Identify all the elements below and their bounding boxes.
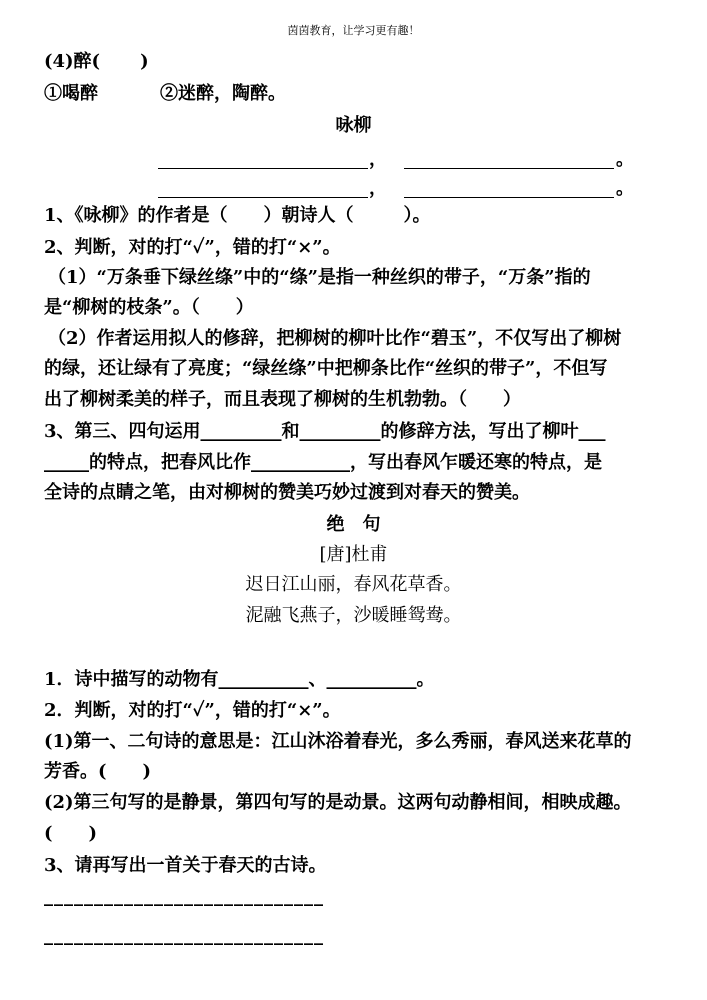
poem1-question-2-1b: 是“柳树的枝条”。（ ） — [44, 297, 254, 318]
comma: ， — [369, 178, 387, 199]
poem1-question-3a: 3、第三、四句运用_________和_________的修辞方法，写出了柳叶___ — [44, 421, 606, 442]
period: 。 — [616, 149, 634, 170]
poem2-question-2-1b: 芳香。( ) — [44, 761, 152, 782]
poem2-question-2-1a: (1)第一、二句诗的意思是：江山沐浴着春光，多么秀丽，春风送来花草的 — [44, 731, 632, 752]
option-2: ②迷醉，陶醉。 — [160, 83, 286, 104]
poem2-question-2: 2．判断，对的打“✓”，错的打“×”。 — [44, 700, 341, 721]
blank-line — [158, 168, 368, 169]
question-4-close: ) — [140, 51, 149, 72]
period: 。 — [616, 178, 634, 199]
blank-line — [158, 197, 368, 198]
poem1-question-2-2b: 的绿，还让绿有了亮度；“绿丝绦”中把柳条比作“丝织的带子”，不但写 — [44, 358, 608, 379]
poem1-question-2-1a: （1）“万条垂下绿丝绦”中的“绦”是指一种丝织的带子，“万条”指的 — [48, 267, 591, 288]
poem2-line-2: 泥融飞燕子，沙暖睡鸳鸯。 — [245, 605, 462, 626]
question-4-label: (4)醉( — [44, 51, 101, 72]
poem2-author: [唐]杜甫 — [319, 544, 388, 565]
poem1-question-1 — [44, 204, 431, 228]
blank-line — [404, 168, 614, 169]
answer-line-1: ____________________________ — [44, 886, 324, 907]
poem2-line-1: 迟日江山丽，春风花草香。 — [245, 574, 462, 595]
poem1-question-2-2c: 出了柳树柔美的样子，而且表现了柳树的生机勃勃。（ ） — [44, 389, 521, 410]
page-header: 茵茵教育，让学习更有趣！ — [287, 24, 420, 37]
answer-line-2: ____________________________ — [44, 925, 324, 946]
question-4 — [44, 50, 149, 74]
poem1-question-2-2a: （2）作者运用拟人的修辞，把柳树的柳叶比作“碧玉”，不仅写出了柳树 — [48, 328, 622, 349]
poem2-title: 绝 句 — [326, 514, 381, 535]
poem1-question-3c: 全诗的点睛之笔，由对柳树的赞美巧妙过渡到对春天的赞美。 — [44, 482, 530, 503]
q1-part-b: ）朝诗人（ — [263, 205, 354, 226]
blank-line — [404, 197, 614, 198]
poem2-question-3: 3、请再写出一首关于春天的古诗。 — [44, 855, 327, 876]
poem2-question-1: 1．诗中描写的动物有__________、__________。 — [44, 669, 435, 690]
poem1-question-2: 2、判断，对的打“✓”，错的打“×”。 — [44, 237, 341, 258]
q1-part-a: 1、《咏柳》的作者是（ — [44, 205, 228, 226]
poem2-question-2-2b: ( ) — [44, 823, 98, 844]
option-1: ①喝醉 — [44, 83, 98, 104]
question-4-options — [44, 82, 286, 106]
poem1-title: 咏柳 — [335, 115, 372, 136]
comma: ， — [369, 149, 387, 170]
q1-part-c: ）。 — [403, 205, 431, 226]
poem2-question-2-2a: (2)第三句写的是静景，第四句写的是动景。这两句动静相间，相映成趣。 — [44, 792, 632, 813]
poem1-question-3b: _____的特点，把春风比作___________，写出春风乍暖还寒的特点，是 — [44, 452, 602, 473]
